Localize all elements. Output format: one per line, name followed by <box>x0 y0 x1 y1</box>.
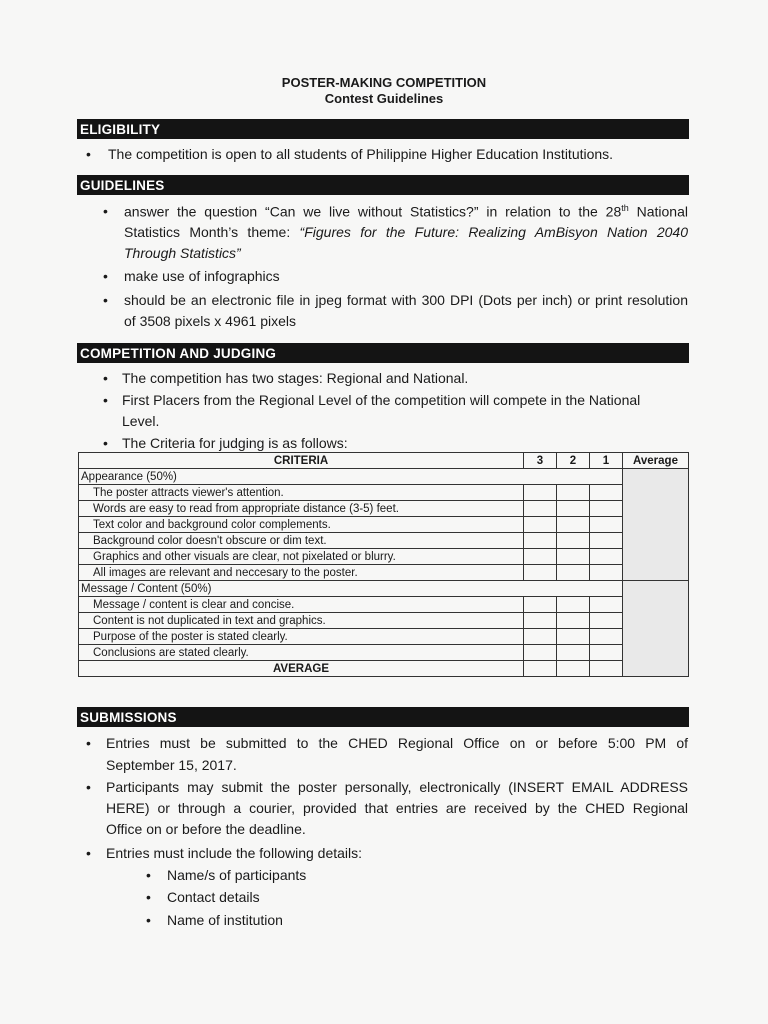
criteria-item: Text color and background color complements. <box>79 517 524 533</box>
judging-item-2-line-1: First Placers from the Regional Level of the competition will compete in the National <box>122 392 641 408</box>
detail-item: Name of institution <box>167 912 283 928</box>
guideline-item-1-line-3: Through Statistics” <box>124 245 241 261</box>
bullet-icon: • <box>103 435 108 451</box>
detail-item: Name/s of participants <box>167 867 307 883</box>
table-row <box>79 517 689 533</box>
bullet-icon: • <box>86 146 91 162</box>
criteria-item: The poster attracts viewer's attention. <box>79 485 524 501</box>
header-average: Average <box>623 453 689 469</box>
criteria-item: All images are relevant and neccesary to the poster. <box>79 565 524 581</box>
bullet-icon: • <box>86 779 91 795</box>
criteria-item: Background color doesn't obscure or dim text. <box>79 533 524 549</box>
table-row <box>79 485 689 501</box>
table-average-row <box>79 661 689 677</box>
average-cell-appearance <box>623 469 689 581</box>
submission-item-2-line-3: Office on or before the deadline. <box>106 821 306 837</box>
table-section-row <box>79 469 689 485</box>
guideline-item-3-line-2: of 3508 pixels x 4961 pixels <box>124 313 296 329</box>
bullet-icon: • <box>103 203 108 219</box>
bullet-icon: • <box>103 392 108 408</box>
submission-item-3: Entries must include the following details: <box>106 845 363 861</box>
bullet-icon: • <box>86 845 91 861</box>
header-score-1: 1 <box>590 453 623 469</box>
table-row <box>79 501 689 517</box>
criteria-item: Message / content is clear and concise. <box>79 597 524 613</box>
judging-item-3: The Criteria for judging is as follows: <box>122 435 348 451</box>
table-section-row <box>79 581 689 597</box>
submission-item-1-line-1: Entries must be submitted to the CHED Regional Office on or before 5:00 PM of <box>106 735 688 751</box>
section-heading-judging: COMPETITION AND JUDGING <box>77 343 689 363</box>
judging-item-1: The competition has two stages: Regional and National. <box>122 370 469 386</box>
section-heading-submissions: SUBMISSIONS <box>77 707 689 727</box>
document-subtitle: Contest Guidelines <box>324 91 444 106</box>
criteria-item: Conclusions are stated clearly. <box>79 645 524 661</box>
bullet-icon: • <box>146 912 151 928</box>
section-message-content: Message / Content (50%) <box>79 581 623 597</box>
table-row <box>79 645 689 661</box>
document-title: POSTER-MAKING COMPETITION <box>281 75 487 90</box>
header-criteria: CRITERIA <box>79 453 524 469</box>
bullet-icon: • <box>103 268 108 284</box>
submission-item-1-line-2: September 15, 2017. <box>106 757 237 773</box>
submission-item-2-line-1: Participants may submit the poster personally, electronically (INSERT EMAIL ADDRESS <box>106 779 688 795</box>
average-cell-content <box>623 581 689 677</box>
criteria-item: Content is not duplicated in text and graphics. <box>79 613 524 629</box>
section-heading-eligibility: ELIGIBILITY <box>77 119 689 139</box>
average-label: AVERAGE <box>79 661 524 677</box>
header-score-3: 3 <box>524 453 557 469</box>
bullet-icon: • <box>86 735 91 751</box>
table-row <box>79 533 689 549</box>
table-row <box>79 613 689 629</box>
criteria-item: Graphics and other visuals are clear, not pixelated or blurry. <box>79 549 524 565</box>
guideline-item-3-line-1: should be an electronic file in jpeg format with 300 DPI (Dots per inch) or print resolution <box>124 292 688 308</box>
section-heading-guidelines: GUIDELINES <box>77 175 689 195</box>
table-row <box>79 597 689 613</box>
table-header-row <box>79 453 689 469</box>
criteria-item: Purpose of the poster is stated clearly. <box>79 629 524 645</box>
bullet-icon: • <box>146 867 151 883</box>
guideline-item-1-line-2: Statistics Month’s theme: “Figures for the Future: Realizing AmBisyon Nation 2040 <box>124 224 688 240</box>
criteria-item: Words are easy to read from appropriate distance (3-5) feet. <box>79 501 524 517</box>
table-row <box>79 629 689 645</box>
table-row <box>79 565 689 581</box>
eligibility-item: The competition is open to all students of Philippine Higher Education Institutions. <box>108 146 614 162</box>
bullet-icon: • <box>146 889 151 905</box>
bullet-icon: • <box>103 292 108 308</box>
section-appearance: Appearance (50%) <box>79 469 623 485</box>
detail-item: Contact details <box>167 889 260 905</box>
guideline-item-2: make use of infographics <box>124 268 280 284</box>
guideline-item-1-line-1: answer the question “Can we live without Statistics?” in relation to the 28th National <box>124 203 688 220</box>
criteria-table <box>78 452 689 677</box>
header-score-2: 2 <box>557 453 590 469</box>
submission-item-2-line-2: HERE) or through a courier, provided that entries are received by the CHED Regional <box>106 800 688 816</box>
judging-item-2-line-2: Level. <box>122 413 160 429</box>
table-row <box>79 549 689 565</box>
bullet-icon: • <box>103 370 108 386</box>
